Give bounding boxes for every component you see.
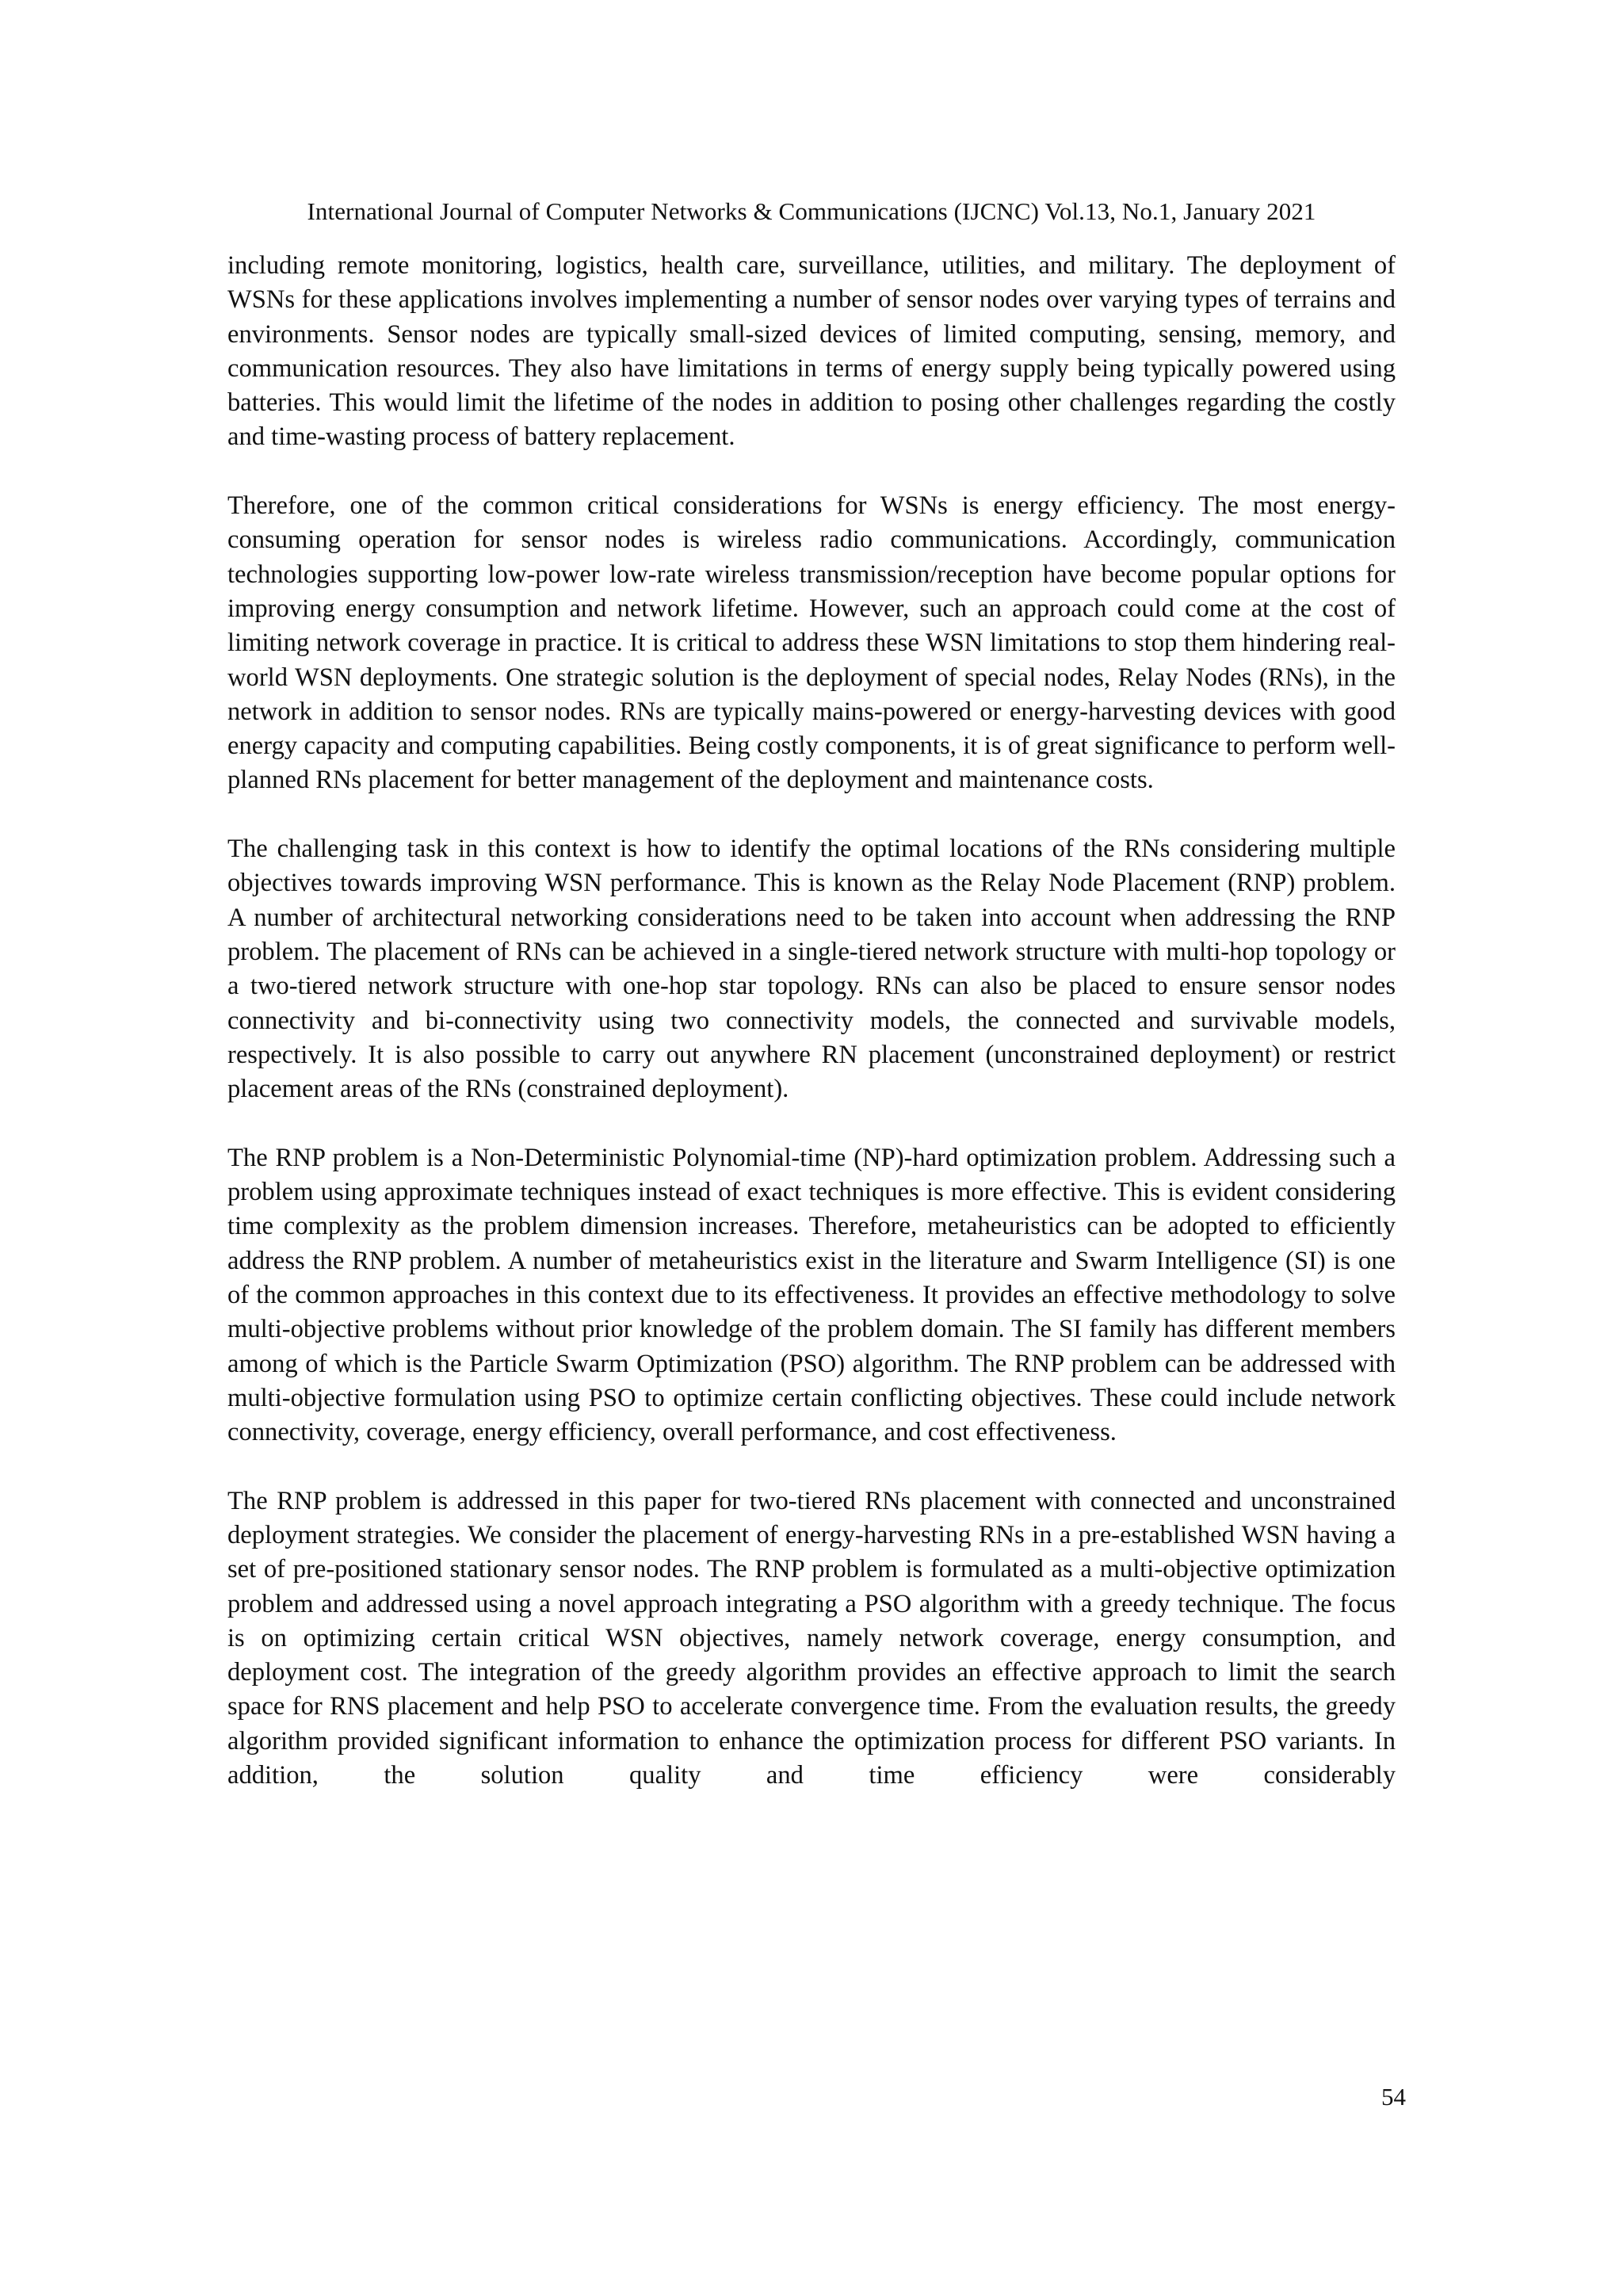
paragraph-4: The RNP problem is a Non-Deterministic Polynomial-time (NP)-hard optimization problem. Addressing such a problem using approximate techniques instead of exact techniques is more effective. This is evident considering time complexity as the problem dimension increases. Therefore, metaheuristics can be adopted to efficiently address the RNP problem. A number of metaheuristics exist in the literature and Swarm Intelligence (SI) is one of the common approaches in this context due to its effectiveness. It provides an effective methodology to solve multi-objective problems without prior knowledge of the problem domain. The SI family has different members among of which is the Particle Swarm Optimization (PSO) algorithm. The RNP problem can be addressed with multi-objective formulation using PSO to optimize certain conflicting objectives. These could include network connectivity, coverage, energy efficiency, overall performance, and cost effectiveness.	[227, 1143, 1396, 1447]
running-header: International Journal of Computer Networks & Communications (IJCNC) Vol.13, No.1, January 2021	[307, 197, 1316, 225]
paragraph-1: including remote monitoring, logistics, health care, surveillance, utilities, and military. The deployment of WSNs for these applications involves implementing a number of sensor nodes over varying types of terrains and environments. Sensor nodes are typically small-sized devices of limited computing, sensing, memory, and communication resources. They also have limitations in terms of energy supply being typically powered using batteries. This would limit the lifetime of the nodes in addition to posing other challenges regarding the costly and time-wasting process of battery replacement.	[227, 251, 1396, 452]
paragraph-2: Therefore, one of the common critical considerations for WSNs is energy efficiency. The most energy-consuming operation for sensor nodes is wireless radio communications. Accordingly, communication technologies supporting low-power low-rate wireless transmission/reception have become popular options for improving energy consumption and network lifetime. However, such an approach could come at the cost of limiting network coverage in practice. It is critical to address these WSN limitations to stop them hindering real-world WSN deployments. One strategic solution is the deployment of special nodes, Relay Nodes (RNs), in the network in addition to sensor nodes. RNs are typically mains-powered or energy-harvesting devices with good energy capacity and computing capabilities. Being costly components, it is of great significance to perform well-planned RNs placement for better management of the deployment and maintenance costs.	[227, 491, 1396, 795]
paragraph-5: The RNP problem is addressed in this paper for two-tiered RNs placement with connected and unconstrained deployment strategies. We consider the placement of energy-harvesting RNs in a pre-established WSN having a set of pre-positioned stationary sensor nodes. The RNP problem is formulated as a multi-objective optimization problem and addressed using a novel approach integrating a PSO algorithm with a greedy technique. The focus is on optimizing certain critical WSN objectives, namely network coverage, energy consumption, and deployment cost. The integration of the greedy algorithm provides an effective approach to limit the search space for RNS placement and help PSO to accelerate convergence time. From the evaluation results, the greedy algorithm provided significant information to enhance the optimization process for different PSO variants. In addition, the solution quality and time efficiency were considerably	[227, 1486, 1396, 1790]
page-number: 54	[1381, 2083, 1406, 2111]
paragraph-3: The challenging task in this context is how to identify the optimal locations of the RNs considering multiple objectives towards improving WSN performance. This is known as the Relay Node Placement (RNP) problem. A number of architectural networking considerations need to be taken into account when addressing the RNP problem. The placement of RNs can be achieved in a single-tiered network structure with multi-hop topology or a two-tiered network structure with one-hop star topology. RNs can also be placed to ensure sensor nodes connectivity and bi-connectivity using two connectivity models, the connected and survivable models, respectively. It is also possible to carry out anywhere RN placement (unconstrained deployment) or restrict placement areas of the RNs (constrained deployment).	[227, 835, 1396, 1104]
body-text	[227, 249, 1396, 1793]
